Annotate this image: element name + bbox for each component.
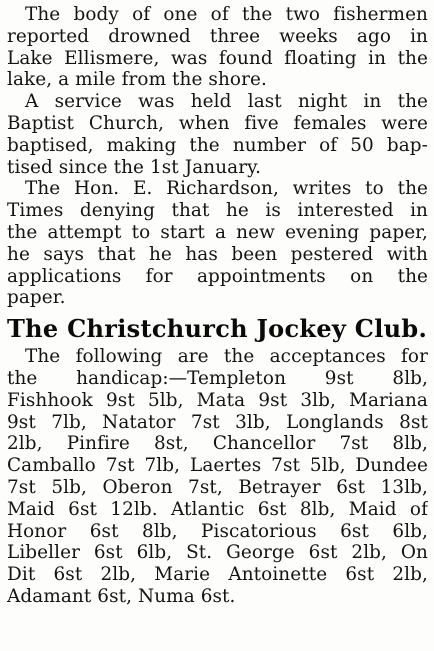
text-line: lake, a mile from the shore. (7, 69, 267, 91)
text-line: the attempt to start a new evening paper, (7, 221, 428, 243)
text-line: The following are the acceptances for (25, 346, 428, 368)
text-line: Adamant 6st, Numa 6st. (7, 585, 236, 607)
text-line: The Hon. E. Richardson, writes to the (25, 178, 428, 200)
text-line: Lake Ellismere, was found floating in the (7, 47, 428, 69)
paragraph-richardson (7, 178, 428, 309)
text-line: Libeller 6st 6lb, St. George 6st 2lb, On (7, 542, 428, 564)
text-line: Times denying that he is interested in (7, 200, 428, 222)
text-line: applications for appointments on the (7, 265, 428, 287)
text-line: paper. (7, 287, 66, 309)
text-line: 9st 7lb, Natator 7st 3lb, Longlands 8st (7, 411, 428, 433)
text-line: reported drowned three weeks ago in (7, 25, 428, 47)
text-line: Baptist Church, when five females were (7, 112, 428, 134)
text-line: the handicap:—Templeton 9st 8lb, (7, 367, 428, 389)
paragraph-acceptances (7, 346, 428, 608)
text-line: Dit 6st 2lb, Marie Antoinette 6st 2lb, (7, 564, 428, 586)
text-line: 7st 5lb, Oberon 7st, Betrayer 6st 13lb, (7, 476, 428, 498)
section-heading: The Christchurch Jockey Club. (7, 314, 428, 344)
text-line: baptised, making the number of 50 bap- (7, 134, 428, 156)
text-line: A service was held last night in the (25, 91, 428, 113)
text-line: 2lb, Pinfire 8st, Chancellor 7st 8lb, (7, 433, 428, 455)
text-line: tised since the 1st January. (7, 156, 262, 178)
text-line: Camballo 7st 7lb, Laertes 7st 5lb, Dundee (7, 455, 428, 477)
text-line: The body of one of the two fishermen (25, 4, 428, 25)
paragraph-baptist-service (7, 91, 428, 178)
text-line: Maid 6st 12lb. Atlantic 6st 8lb, Maid of (7, 498, 428, 520)
text-line: Fishhook 9st 5lb, Mata 9st 3lb, Mariana (7, 389, 428, 411)
text-line: Honor 6st 8lb, Piscatorious 6st 6lb, (7, 520, 428, 542)
text-line: he says that he has been pestered with (7, 243, 428, 265)
paragraph-fishermen (7, 4, 428, 91)
